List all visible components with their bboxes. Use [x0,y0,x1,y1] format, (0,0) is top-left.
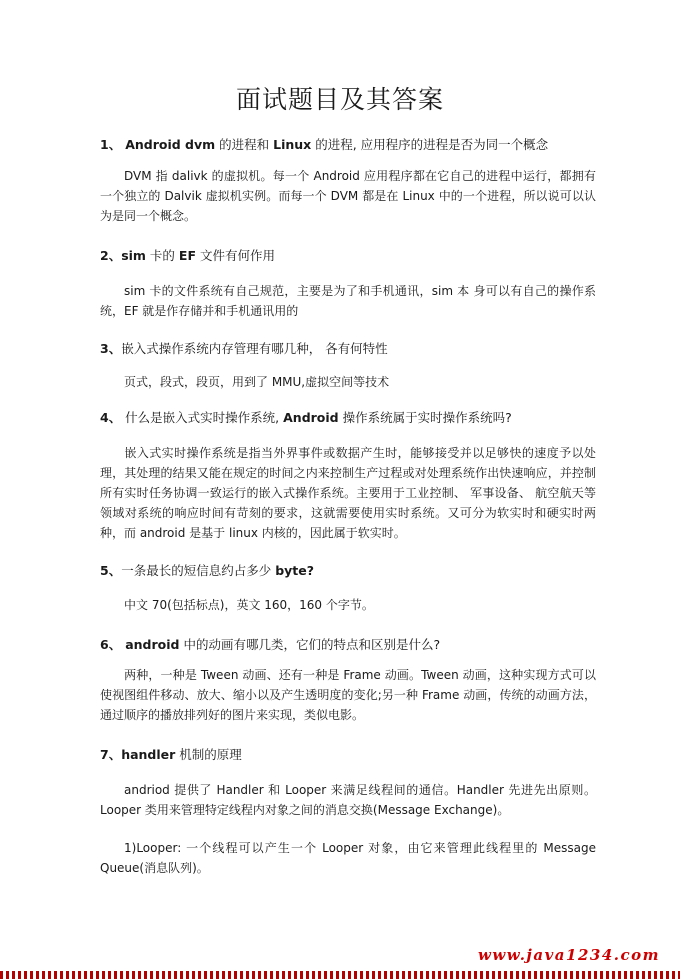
question-text: handler [121,747,176,762]
question-3 [100,339,600,357]
answer-text: 1)Looper: 一个线程可以产生一个 Looper 对象，由它来管理此线程里的 Message Queue(消息队列)。 [100,841,596,875]
question-number: 7、 [100,747,122,762]
answer-text: 中文 70(包括标点)，英文 160，160 个字节。 [124,598,374,612]
answer-4 [100,443,596,543]
question-4 [100,408,600,426]
question-number: 2、 [100,248,122,263]
page-title: 面试题目及其答案 [235,85,444,114]
footer-stripe [0,971,680,979]
answer-6 [100,665,596,725]
question-number: 3、 [100,341,122,356]
question-7 [100,745,600,763]
answer-7-part-2 [100,838,596,878]
answer-1 [100,166,596,226]
question-text: 操作系统属于实时操作系统吗? [338,410,512,425]
answer-text: 两种，一种是 Tween 动画、还有一种是 Frame 动画。Tween 动画，这种实现方式可以使视图组件移动、放大、缩小以及产生透明度的变化;另一种 Frame 动画，传统的动画方法，通过顺序的播放排列好的图片来实现，类似电影。 [100,668,596,722]
question-text: 机制的原理 [175,747,242,762]
question-text: byte? [275,563,314,578]
watermark-link[interactable]: www.java1234.com [477,946,660,964]
question-text: 卡的 [145,248,179,263]
question-text: 文件有何作用 [195,248,275,263]
question-text: sim [121,248,146,263]
answer-text: 嵌入式实时操作系统是指当外界事件或数据产生时，能够接受并以足够快的速度予以处理，其处理的结果又能在规定的时间之内来控制生产过程或对处理系统作出快速响应，并控制所有实时任务协调一致运行的嵌入式操作系统。主要用于工业控制、 军事设备、 航空航天等领域对系统的响应时间有苛刻的要求，这就需要使用实时系统。又可分为软实时和硬实时两种，而 android 是基于 linux 内核的，因此属于软实时。 [100,446,596,540]
question-text: 一条最长的短信息约占多少 [121,563,276,578]
question-number: 6、 [100,637,122,652]
question-number: 1、 [100,137,122,152]
answer-text: DVM 指 dalivk 的虚拟机。每一个 Android 应用程序都在它自己的进程中运行，都拥有一个独立的 Dalvik 虚拟机实例。而每一个 DVM 都是在 Linux 中的一个进程，所以说可以认为是同一个概念。 [100,169,596,223]
question-text: Android [283,410,339,425]
answer-3 [100,372,596,392]
answer-7 [100,780,596,820]
question-text: android [125,637,180,652]
question-text: 中的动画有哪几类，它们的特点和区别是什么? [179,637,441,652]
answer-5 [100,595,596,615]
question-text: 的进程, 应用程序的进程是否为同一个概念 [311,137,549,152]
question-text: 什么是嵌入式实时操作系统, [121,410,284,425]
question-1 [100,135,600,153]
question-2 [100,246,600,264]
question-text: 的进程和 [215,137,274,152]
answer-text: sim 卡的文件系统有自己规范，主要是为了和手机通讯，sim 本 身可以有自己的操作系统，EF 就是作存储并和手机通讯用的 [100,284,596,318]
question-number: 5、 [100,563,122,578]
question-text: Linux [273,137,312,152]
question-6 [100,635,600,653]
question-text: 嵌入式操作系统内存管理有哪几种， 各有何特性 [121,341,388,356]
question-number: 4、 [100,410,122,425]
question-text: Android dvm [125,137,216,152]
question-5 [100,561,600,579]
answer-text: 页式，段式，段页，用到了 MMU,虚拟空间等技术 [124,375,390,389]
answer-text: andriod 提供了 Handler 和 Looper 来满足线程间的通信。Handler 先进先出原则。Looper 类用来管理特定线程内对象之间的消息交换(Message Exchange)。 [100,783,596,817]
question-text: EF [178,248,196,263]
answer-2 [100,281,596,321]
